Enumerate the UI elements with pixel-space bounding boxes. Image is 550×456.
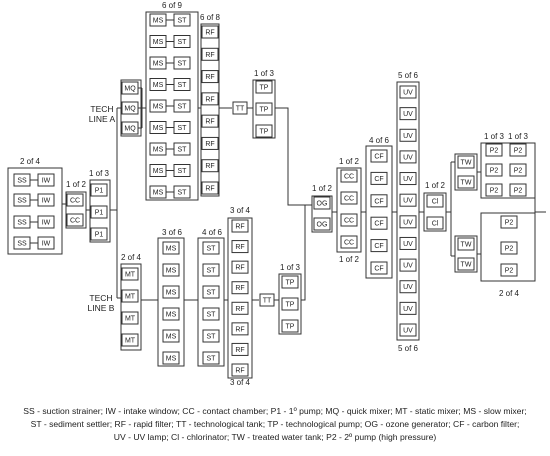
component-box	[400, 259, 416, 271]
component-box	[163, 330, 179, 342]
component-code: ST	[206, 355, 216, 363]
component-box	[174, 79, 190, 91]
component-code: P1	[94, 231, 104, 239]
component-box	[163, 286, 179, 298]
component-code: TP	[285, 301, 295, 309]
component-code: ST	[177, 189, 187, 197]
component-code: ST	[177, 103, 187, 111]
redundancy-label: 4 of 6	[368, 136, 390, 145]
tech-line-label: TECH	[89, 293, 113, 303]
redundancy-label: 1 of 2	[338, 157, 360, 166]
component-code: TT	[262, 297, 272, 305]
component-code: ST	[206, 267, 216, 275]
component-code: MQ	[124, 105, 136, 113]
group-frames	[8, 12, 535, 378]
component-code: P2	[504, 267, 514, 275]
component-box	[400, 151, 416, 163]
legend-line: ST - sediment settler; RF - rapid filter; TT - technological tank; TP - technological pump; OG - ozone generator; CF - carbon filter;	[30, 419, 520, 429]
component-code: IW	[41, 219, 51, 227]
component-box	[122, 122, 138, 134]
component-box	[91, 206, 107, 218]
component-code: UV	[403, 262, 413, 270]
component-code: OG	[316, 221, 328, 229]
component-box	[400, 281, 416, 293]
component-code: P2	[489, 147, 499, 155]
component-box	[14, 194, 30, 206]
component-box	[14, 174, 30, 186]
component-code: UV	[403, 111, 413, 119]
component-code: MS	[152, 189, 164, 197]
redundancy-label: 2 of 4	[19, 157, 41, 166]
component-box	[232, 261, 248, 273]
component-code: MS	[152, 60, 164, 68]
redundancy-label: 1 of 3	[279, 263, 301, 272]
component-box	[371, 150, 387, 162]
component-code: P2	[489, 187, 499, 195]
component-box	[202, 93, 218, 105]
component-box	[67, 194, 83, 206]
component-code: UV	[403, 197, 413, 205]
component-box	[341, 192, 357, 204]
component-box	[501, 216, 517, 228]
component-box	[232, 323, 248, 335]
component-box	[260, 294, 274, 306]
redundancy-label: 2 of 4	[120, 253, 142, 262]
component-code: P2	[513, 147, 523, 155]
component-code: RF	[235, 223, 245, 231]
component-code: UV	[403, 176, 413, 184]
redundancy-label: 1 of 2	[338, 255, 360, 264]
component-box	[174, 14, 190, 26]
component-box	[232, 364, 248, 376]
component-code: TT	[235, 105, 245, 113]
component-code: TP	[259, 128, 269, 136]
component-box	[510, 164, 526, 176]
component-box	[38, 194, 54, 206]
connector	[301, 205, 305, 300]
component-code: ST	[206, 311, 216, 319]
component-code: TP	[259, 84, 269, 92]
component-box	[150, 57, 166, 69]
component-box	[486, 144, 502, 156]
redundancy-label: 1 of 3	[88, 169, 110, 178]
component-code: IW	[41, 240, 51, 248]
component-code: MS	[165, 311, 177, 319]
component-box	[38, 216, 54, 228]
component-code: UV	[403, 327, 413, 335]
component-box	[371, 195, 387, 207]
component-box	[501, 264, 517, 276]
component-box	[14, 216, 30, 228]
component-code: P2	[504, 219, 514, 227]
component-code: RF	[205, 51, 215, 59]
component-box	[400, 237, 416, 249]
component-code: IW	[41, 177, 51, 185]
component-code: P2	[513, 167, 523, 175]
component-code: RF	[235, 285, 245, 293]
component-code: ST	[177, 60, 187, 68]
component-box	[202, 71, 218, 83]
component-box	[174, 165, 190, 177]
legend	[4, 405, 546, 444]
legend-line: UV - UV lamp; Cl - chlorinator; TW - treated water tank; P2 - 2º pump (high pressure)	[113, 432, 437, 442]
component-box	[202, 26, 218, 38]
component-code: UV	[403, 132, 413, 140]
tech-line-label: TECH	[90, 104, 114, 114]
redundancy-label: 3 of 6	[161, 228, 183, 237]
component-code: MS	[165, 289, 177, 297]
component-box	[14, 237, 30, 249]
component-code: CC	[69, 197, 81, 205]
component-box	[400, 302, 416, 314]
component-box	[400, 324, 416, 336]
component-box	[174, 57, 190, 69]
redundancy-label: 1 of 3	[483, 132, 505, 141]
component-code: CC	[343, 195, 355, 203]
component-box	[256, 125, 272, 137]
component-code: SS	[17, 219, 27, 227]
redundancy-label: 6 of 9	[161, 1, 183, 10]
component-code: ST	[177, 125, 187, 132]
component-box	[202, 115, 218, 127]
component-code: MT	[124, 315, 136, 323]
component-code: RF	[235, 244, 245, 252]
component-code: P1	[94, 209, 104, 217]
component-box	[371, 217, 387, 229]
component-box	[458, 156, 474, 168]
component-code: MQ	[124, 85, 136, 93]
component-code: RF	[205, 185, 215, 193]
component-box	[371, 172, 387, 184]
component-code: CF	[374, 175, 384, 183]
component-code: CC	[343, 217, 355, 225]
component-code: MS	[152, 82, 164, 89]
component-box	[203, 264, 219, 276]
component-box	[150, 143, 166, 155]
component-code: ST	[177, 39, 187, 46]
component-box	[150, 100, 166, 112]
component-box	[427, 217, 443, 229]
component-code: OG	[316, 200, 328, 208]
group-frame	[158, 238, 184, 366]
component-box	[232, 343, 248, 355]
component-box	[256, 81, 272, 93]
component-code: MT	[124, 271, 136, 279]
redundancy-label: 3 of 4	[229, 378, 251, 387]
component-code: RF	[205, 74, 215, 82]
component-box	[150, 186, 166, 198]
component-code: UV	[403, 284, 413, 292]
component-box	[341, 170, 357, 182]
component-code: RF	[205, 29, 215, 37]
component-box	[203, 286, 219, 298]
component-box	[400, 86, 416, 98]
component-box	[232, 241, 248, 253]
component-box	[122, 312, 138, 324]
component-box	[150, 165, 166, 177]
redundancy-label: 5 of 6	[397, 71, 419, 80]
component-code: MS	[152, 17, 164, 25]
component-box	[150, 79, 166, 91]
component-code: ST	[177, 146, 187, 154]
component-box	[38, 237, 54, 249]
component-code: P2	[504, 245, 514, 253]
component-code: RF	[235, 326, 245, 334]
redundancy-label: 1 of 3	[507, 132, 529, 141]
component-box	[150, 122, 166, 134]
redundancy-label: 3 of 4	[229, 206, 251, 215]
component-code: CF	[374, 265, 384, 273]
component-code: MS	[165, 355, 177, 363]
component-code: SS	[17, 240, 27, 248]
component-code: RF	[235, 367, 245, 375]
component-box	[400, 129, 416, 141]
redundancy-label: 1 of 2	[311, 184, 333, 193]
component-box	[232, 302, 248, 314]
component-code: TW	[460, 159, 472, 167]
group-frame	[198, 238, 224, 366]
component-box	[341, 214, 357, 226]
component-box	[314, 197, 330, 209]
component-code: UV	[403, 89, 413, 97]
component-box	[282, 298, 298, 310]
component-code: RF	[205, 118, 215, 126]
component-code: P1	[94, 187, 104, 195]
redundancy-label: 6 of 8	[199, 13, 221, 22]
component-code: ST	[206, 289, 216, 297]
component-code: ST	[206, 245, 216, 253]
component-code: RF	[205, 140, 215, 148]
redundancy-label: 1 of 2	[424, 181, 446, 190]
component-code: TP	[285, 279, 295, 287]
component-code: SS	[17, 197, 27, 205]
component-box	[203, 352, 219, 364]
component-code: UV	[403, 305, 413, 313]
group-frame	[397, 82, 419, 340]
component-code: TW	[460, 241, 472, 249]
component-code: ST	[177, 17, 187, 25]
component-box	[174, 122, 190, 134]
component-code: TW	[460, 179, 472, 187]
component-box	[203, 242, 219, 254]
component-code: P2	[489, 167, 499, 175]
component-code: MT	[124, 293, 136, 301]
component-box	[122, 82, 138, 94]
component-box	[232, 220, 248, 232]
component-box	[163, 242, 179, 254]
component-code: CF	[374, 153, 384, 161]
component-box	[510, 144, 526, 156]
component-box	[486, 164, 502, 176]
connector	[275, 108, 305, 205]
component-box	[163, 264, 179, 276]
component-code: CF	[374, 198, 384, 206]
component-code: Cl	[431, 220, 439, 228]
tech-line-label: LINE A	[88, 114, 116, 124]
component-code: UV	[403, 240, 413, 248]
component-box	[233, 102, 247, 114]
component-box	[202, 182, 218, 194]
component-code: ST	[206, 333, 216, 341]
component-code: MS	[152, 125, 164, 132]
component-box	[122, 102, 138, 114]
component-box	[501, 242, 517, 254]
component-box	[203, 330, 219, 342]
component-code: RF	[235, 346, 245, 354]
component-code: RF	[205, 96, 215, 104]
component-box	[371, 262, 387, 274]
component-box	[122, 268, 138, 280]
component-code: MS	[165, 267, 177, 275]
component-box	[38, 174, 54, 186]
component-code: MS	[165, 333, 177, 341]
component-box	[174, 186, 190, 198]
component-box	[202, 160, 218, 172]
component-code: UV	[403, 154, 413, 162]
component-box	[400, 173, 416, 185]
component-code: RF	[235, 264, 245, 272]
component-code: CF	[374, 220, 384, 228]
component-box	[202, 48, 218, 60]
redundancy-label: 5 of 6	[397, 344, 419, 353]
component-box	[174, 100, 190, 112]
component-box	[174, 36, 190, 48]
component-box	[282, 276, 298, 288]
component-code: RF	[205, 163, 215, 171]
component-code: TP	[259, 106, 269, 114]
component-box	[314, 218, 330, 230]
component-box	[203, 308, 219, 320]
component-box	[150, 36, 166, 48]
component-box	[282, 320, 298, 332]
component-code: CC	[69, 217, 81, 225]
component-code: CC	[343, 239, 355, 247]
component-box	[510, 184, 526, 196]
group-frame	[366, 146, 392, 278]
component-box	[341, 236, 357, 248]
component-box	[122, 334, 138, 346]
component-code: MT	[124, 337, 136, 345]
component-code: TW	[460, 261, 472, 269]
component-box	[174, 143, 190, 155]
component-code: SS	[17, 177, 27, 185]
component-box	[150, 14, 166, 26]
component-code: P2	[513, 187, 523, 195]
redundancy-label: 4 of 6	[201, 228, 223, 237]
component-box	[256, 103, 272, 115]
component-code: TP	[285, 323, 295, 331]
component-code: MS	[152, 103, 164, 111]
redundancy-label: 1 of 2	[65, 180, 87, 189]
component-code: MS	[152, 39, 164, 46]
component-code: CF	[374, 243, 384, 251]
component-code: ST	[177, 168, 187, 175]
component-box	[163, 352, 179, 364]
component-code: ST	[177, 82, 187, 89]
component-box	[371, 240, 387, 252]
component-box	[400, 108, 416, 120]
component-code: UV	[403, 219, 413, 227]
component-box	[486, 184, 502, 196]
legend-line: SS - suction strainer; IW - intake window; CC - contact chamber; P1 - 1º pump; MQ - quick mixer; MT - static mixer; MS - slow mixer;	[23, 406, 527, 416]
redundancy-label: 1 of 3	[253, 69, 275, 78]
component-box	[163, 308, 179, 320]
component-box	[91, 228, 107, 240]
component-box	[67, 214, 83, 226]
component-code: MS	[165, 245, 177, 253]
component-box	[458, 176, 474, 188]
component-box	[122, 290, 138, 302]
component-box	[232, 282, 248, 294]
component-box	[427, 195, 443, 207]
component-code: MS	[152, 168, 164, 175]
component-code: MS	[152, 146, 164, 154]
component-box	[202, 137, 218, 149]
component-code: IW	[41, 197, 51, 205]
component-code: RF	[235, 305, 245, 313]
component-box	[400, 216, 416, 228]
component-box	[458, 238, 474, 250]
component-box	[91, 184, 107, 196]
component-code: Cl	[431, 198, 439, 206]
redundancy-label: 2 of 4	[498, 289, 520, 298]
tech-line-label: LINE B	[87, 303, 115, 313]
component-box	[458, 258, 474, 270]
component-code: MQ	[124, 125, 136, 133]
component-box	[400, 194, 416, 206]
component-code: CC	[343, 173, 355, 181]
